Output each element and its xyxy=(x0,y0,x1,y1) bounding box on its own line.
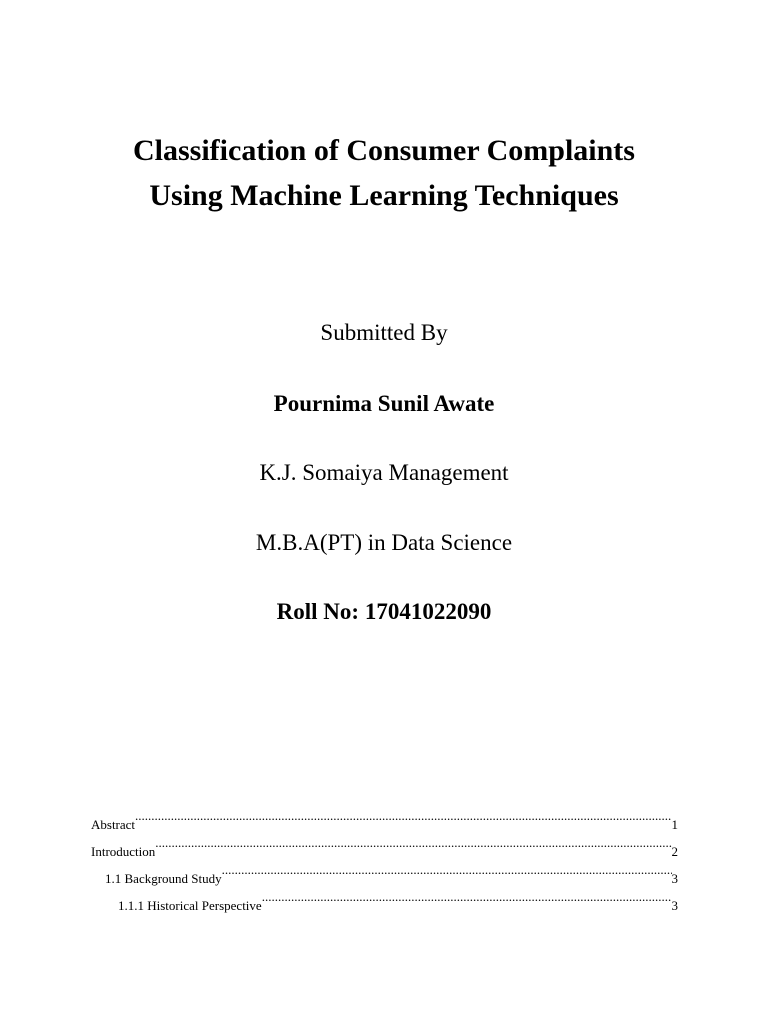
toc-page-number: 2 xyxy=(671,844,678,859)
toc-dot-leader xyxy=(135,802,671,829)
toc-entry-label: Abstract xyxy=(91,817,136,832)
author-name: Pournima Sunil Awate xyxy=(273,391,495,416)
toc-entry-label: 1.1 Background Study xyxy=(105,871,222,886)
toc-dot-leader xyxy=(155,829,671,856)
toc-dot-leader xyxy=(262,883,672,910)
toc-entry-label: Introduction xyxy=(91,844,156,859)
toc-page-number: 3 xyxy=(671,871,678,886)
toc-entry-introduction[interactable] xyxy=(91,829,678,859)
submitted-by-label: Submitted By xyxy=(320,320,448,345)
table-of-contents xyxy=(91,802,678,913)
institute-name: K.J. Somaiya Management xyxy=(259,460,509,485)
toc-page-number: 3 xyxy=(671,898,678,913)
toc-entry-label: 1.1.1 Historical Perspective xyxy=(118,898,262,913)
toc-dot-leader xyxy=(222,856,672,883)
roll-number: Roll No: 17041022090 xyxy=(276,599,492,624)
program-name: M.B.A(PT) in Data Science xyxy=(255,530,513,555)
document-title-line-1: Classification of Consumer Complaints xyxy=(133,134,635,167)
document-title-line-2: Using Machine Learning Techniques xyxy=(149,179,619,212)
toc-page-number: 1 xyxy=(671,817,678,832)
toc-entry-abstract[interactable] xyxy=(91,802,678,832)
toc-entry-background-study[interactable] xyxy=(91,856,678,886)
